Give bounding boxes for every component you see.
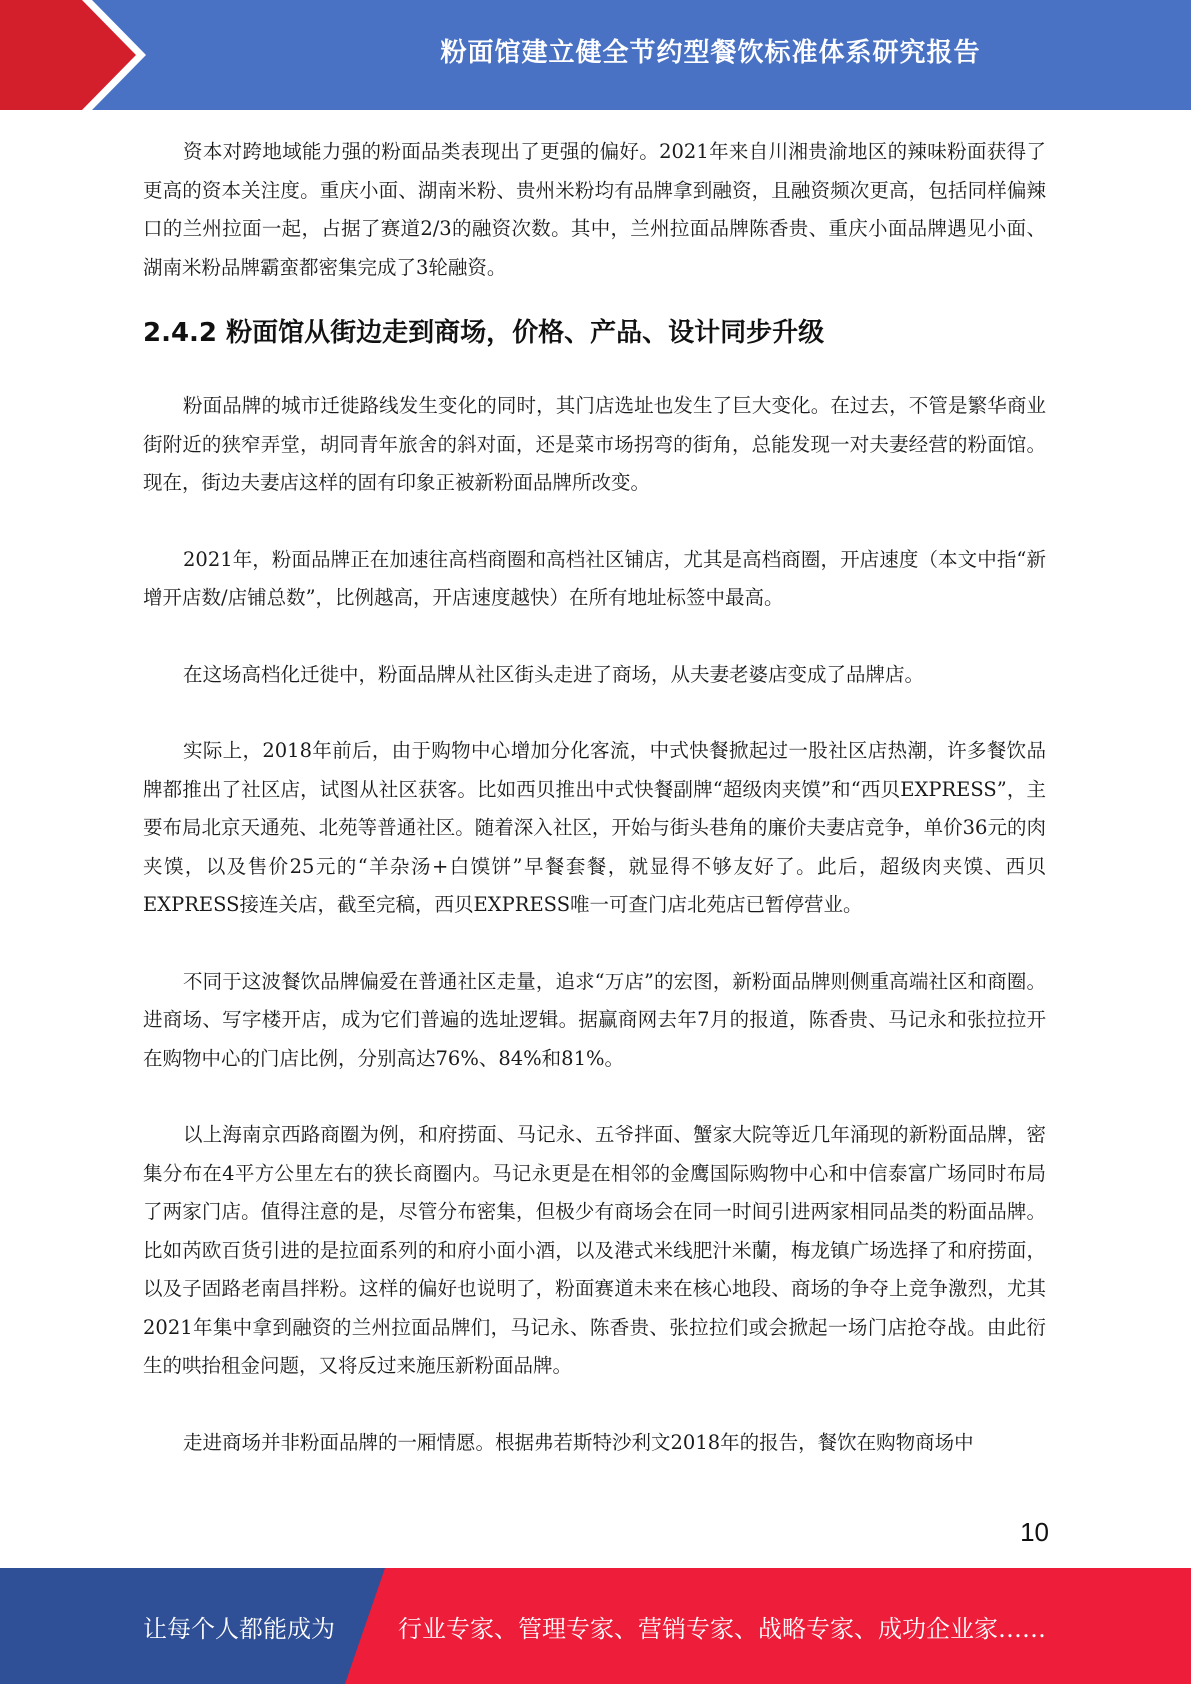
- paragraph: 粉面品牌的城市迁徙路线发生变化的同时，其门店选址也发生了巨大变化。在过去，不管是繁华商业街附近的狭窄弄堂，胡同青年旅舍的斜对面，还是菜市场拐弯的街角，总能发现一对夫妻经营的粉面馆。现在，街边夫妻店这样的固有印象正被新粉面品牌所改变。: [143, 394, 1046, 494]
- paragraph: 以上海南京西路商圈为例，和府捞面、马记永、五爷拌面、蟹家大院等近几年涌现的新粉面品牌，密集分布在4平方公里左右的狭长商圈内。马记永更是在相邻的金鹰国际购物中心和中信泰富广场同时布局了两家门店。值得注意的是，尽管分布密集，但极少有商场会在同一时间引进两家相同品类的粉面品牌。比如芮欧百货引进的是拉面系列的和府小面小酒，以及港式米线肥汁米蘭，梅龙镇广场选择了和府捞面，以及子固路老南昌拌粉。这样的偏好也说明了，粉面赛道未来在核心地段、商场的争夺上竞争激烈，尤其2021年集中拿到融资的兰州拉面品牌们，马记永、陈香贵、张拉拉们或会掀起一场门店抢夺战。由此衍生的哄抬租金问题，又将反过来施压新粉面品牌。: [143, 1123, 1046, 1377]
- paragraph: 走进商场并非粉面品牌的一厢情愿。根据弗若斯特沙利文2018年的报告，餐饮在购物商场中: [183, 1430, 974, 1454]
- document-body: [143, 133, 1046, 1462]
- paragraph: 在这场高档化迁徙中，粉面品牌从社区街头走进了商场，从夫妻老婆店变成了品牌店。: [183, 662, 925, 686]
- paragraph: 2021年，粉面品牌正在加速往高档商圈和高档社区铺店，尤其是高档商圈，开店速度（本文中指“新增开店数/店铺总数”，比例越高，开店速度越快）在所有地址标签中最高。: [143, 547, 1046, 609]
- page-header: [0, 0, 1191, 110]
- paragraph-intro: 资本对跨地域能力强的粉面品类表现出了更强的偏好。2021年来自川湘贵渝地区的辣味粉面获得了更高的资本关注度。重庆小面、湖南米粉、贵州米粉均有品牌拿到融资，且融资频次更高，包括同样偏辣口的兰州拉面一起，占据了赛道2/3的融资次数。其中，兰州拉面品牌陈香贵、重庆小面品牌遇见小面、湖南米粉品牌霸蛮都密集完成了3轮融资。: [143, 140, 1046, 279]
- footer-slogan-left: 让每个人都能成为: [143, 1614, 335, 1643]
- header-chevron-decoration: [0, 0, 160, 110]
- paragraph: 实际上，2018年前后，由于购物中心增加分化客流，中式快餐掀起过一股社区店热潮，许多餐饮品牌都推出了社区店，试图从社区获客。比如西贝推出中式快餐副牌“超级肉夹馍”和“西贝EXPRESS”，主要布局北京天通苑、北苑等普通社区。随着深入社区，开始与街头巷角的廉价夫妻店竞争，单价36元的肉夹馍，以及售价25元的“羊杂汤+白馍饼”早餐套餐，就显得不够友好了。此后，超级肉夹馍、西贝EXPRESS接连关店，截至完稿，西贝EXPRESS唯一可查门店北苑店已暂停营业。: [143, 739, 1046, 916]
- page-number: 10: [1020, 1517, 1049, 1547]
- page-footer: [0, 1568, 1191, 1684]
- report-title: 粉面馆建立健全节约型餐饮标准体系研究报告: [440, 37, 981, 68]
- footer-slogan-right: 行业专家、管理专家、营销专家、战略专家、成功企业家……: [398, 1614, 1046, 1643]
- section-heading: 2.4.2 粉面馆从街边走到商场，价格、产品、设计同步升级: [143, 318, 825, 348]
- paragraph: 不同于这波餐饮品牌偏爱在普通社区走量，追求“万店”的宏图，新粉面品牌则侧重高端社区和商圈。进商场、写字楼开店，成为它们普遍的选址逻辑。据赢商网去年7月的报道，陈香贵、马记永和张拉拉开在购物中心的门店比例，分别高达76%、84%和81%。: [143, 969, 1046, 1070]
